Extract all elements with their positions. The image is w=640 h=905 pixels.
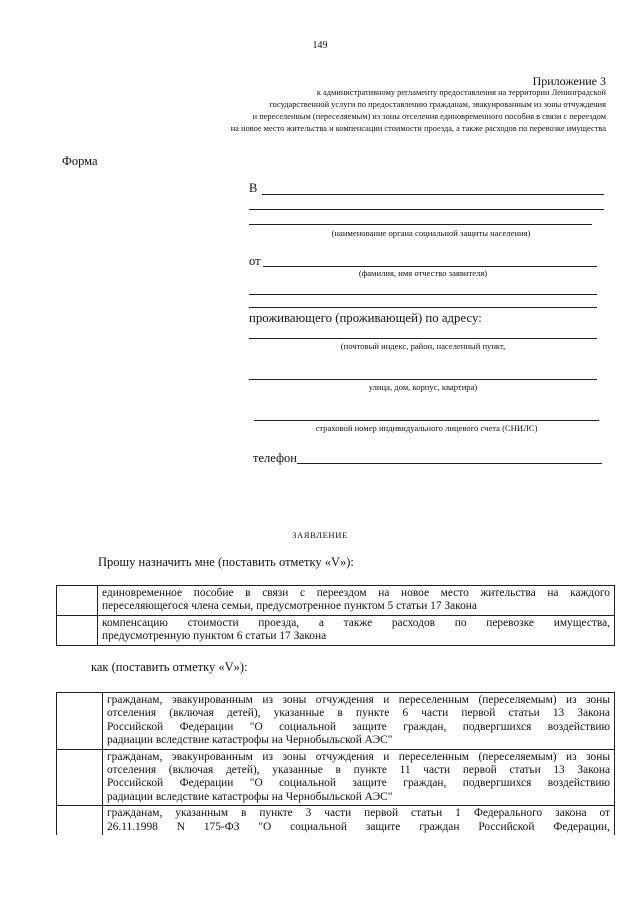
option-line: Российской Федерации "О социальной защите граждан, подвергшихся воздействию xyxy=(107,720,610,733)
phone-field[interactable] xyxy=(297,463,602,464)
category-option-row xyxy=(57,806,615,835)
addressee-field-line-2[interactable] xyxy=(249,209,604,210)
option-line: 26.11.1998 N 175-ФЗ "О социальной защите граждан Российской Федерации, xyxy=(107,820,610,833)
applicant-field-line-2[interactable] xyxy=(249,294,597,295)
option-line: переселяющегося члена семьи, предусмотренное пунктом 5 статьи 17 Закона xyxy=(102,600,477,613)
address-field-line-1[interactable] xyxy=(249,338,597,339)
benefit-option-checkbox[interactable] xyxy=(57,615,98,645)
appendix-line: к административному регламенту предоставления на территории Ленинградской xyxy=(316,88,606,97)
option-line: предусмотренную пунктом 6 статьи 17 Закона xyxy=(102,630,327,643)
address-field-line-2[interactable] xyxy=(249,379,597,380)
applicant-name-field[interactable] xyxy=(263,266,597,267)
benefit-option-text xyxy=(98,586,615,616)
category-option-checkbox[interactable] xyxy=(57,693,103,750)
address-caption-2: улица, дом, корпус, квартира) xyxy=(368,382,478,392)
statement-title: ЗАЯВЛЕНИЕ xyxy=(292,530,348,540)
addressee-field-line-3[interactable] xyxy=(249,224,592,225)
request-label: Прошу назначить мне (поставить отметку «V»): xyxy=(98,555,354,569)
option-line: единовременное пособие в связи с переездом на новое место жительства на каждого xyxy=(102,587,610,599)
page-number: 149 xyxy=(312,40,328,51)
applicant-caption: (фамилия, имя отчество заявителя) xyxy=(358,268,488,278)
category-option-checkbox[interactable] xyxy=(57,749,103,806)
benefit-option-row xyxy=(57,615,615,645)
addressee-field-line-1[interactable] xyxy=(262,194,604,195)
benefit-option-text xyxy=(98,615,615,645)
category-option-row xyxy=(57,749,615,806)
option-line: радиации вследствие катастрофы на Чернобыльской АЭС" xyxy=(107,790,393,803)
address-caption-1: (почтовый индекс, район, населенный пункт, xyxy=(340,341,506,351)
option-line: гражданам, эвакуированным из зоны отчуждения и переселенным (переселяемым) из зоны xyxy=(107,694,610,706)
phone-label: телефон xyxy=(253,451,297,465)
appendix-title: Приложение 3 xyxy=(532,74,606,88)
option-line: гражданам, эвакуированным из зоны отчуждения и переселенным (переселяемым) из зоны xyxy=(107,750,610,763)
snils-field[interactable] xyxy=(254,420,599,421)
category-option-text xyxy=(103,749,615,806)
category-option-checkbox[interactable] xyxy=(57,806,103,835)
category-option-row xyxy=(57,693,615,750)
appendix-line: государственной услуги по предоставлению гражданам, эвакуированным из зоны отчуждения xyxy=(269,100,606,109)
benefit-option-row xyxy=(57,586,615,616)
option-line: отселения (включая детей), указанные в пункте 11 части первой статьи 13 Закона xyxy=(107,764,610,777)
category-option-text xyxy=(103,806,615,835)
option-line: компенсацию стоимости проезда, а также расходов по перевозке имущества, xyxy=(102,616,610,629)
from-prefix: от xyxy=(249,254,261,268)
option-line: гражданам, указанным в пункте 3 части первой статьи 1 Федерального закона от xyxy=(107,807,610,820)
option-line: отселения (включая детей), указанные в пункте 6 части первой статьи 13 Закона xyxy=(107,707,610,720)
appendix-line: на новое место жительства и компенсации стоимости проезда, а также расходов по перевозке имущества xyxy=(230,124,606,133)
form-label: Форма xyxy=(62,154,98,168)
benefit-option-checkbox[interactable] xyxy=(57,586,98,616)
category-options-table xyxy=(56,692,615,835)
snils-caption: страховой номер индивидуального лицевого счета (СНИЛС) xyxy=(315,423,538,433)
appendix-line: и переселенным (переселяемым) из зоны отселения единовременного пособия в связи с переездом xyxy=(252,112,606,121)
to-prefix: В xyxy=(249,181,258,195)
as-label: как (поставить отметку «V»): xyxy=(91,660,248,674)
address-label: проживающего (проживающей) по адресу: xyxy=(249,311,482,325)
category-option-text xyxy=(103,693,615,750)
applicant-field-line-3[interactable] xyxy=(249,307,597,308)
option-line: Российской Федерации "О социальной защите граждан, подвергшихся воздействию xyxy=(107,777,610,790)
benefit-options-table xyxy=(56,585,615,646)
option-line: радиации вследствие катастрофы на Чернобыльской АЭС" xyxy=(107,734,393,747)
addressee-caption: (наименование органа социальной защиты населения) xyxy=(331,228,531,238)
